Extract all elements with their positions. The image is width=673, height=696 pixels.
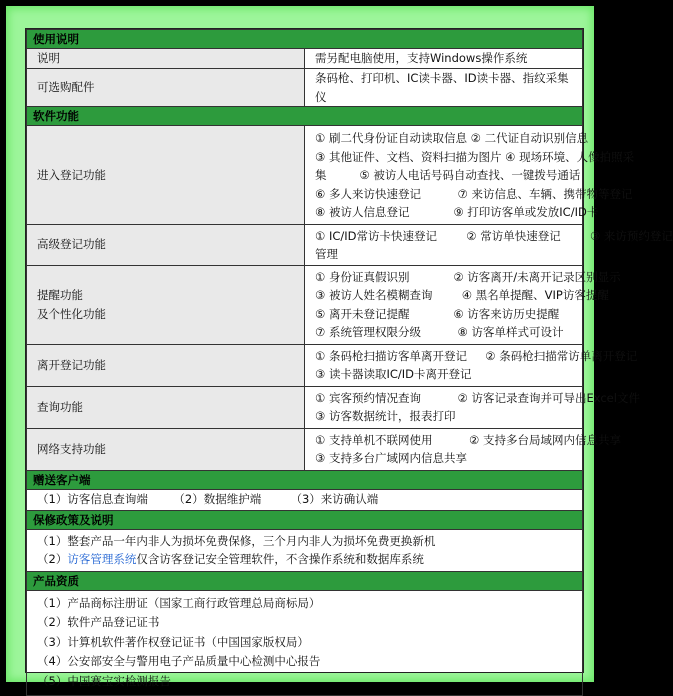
feature-row-reminder — [27, 265, 583, 344]
warranty-row — [27, 529, 583, 571]
feature-line: ① 刷二代身份证自动读取信息 ② 二代证自动识别信息 — [315, 131, 589, 145]
warranty-rest: 仅含访客登记安全管理软件，不含操作系统和数据库系统 — [136, 552, 424, 566]
clients-line: （1）访客信息查询端 （2）数据维护端 （3）来访确认端 — [27, 489, 583, 510]
section-header-software: 软件功能 — [27, 107, 583, 126]
label-line: 及个性化功能 — [37, 306, 106, 321]
row-label: 可选购配件 — [27, 69, 305, 107]
usage-row — [27, 49, 583, 69]
feature-line: ① 身份证真假识别 ② 访客离开/未离开记录区别显示 — [315, 269, 621, 284]
feature-line: ③ 被访人姓名模糊查询 ④ 黑名单提醒、VIP访客提醒 — [315, 288, 609, 302]
feature-line: ⑥ 多人来访快速登记 ⑦ 来访信息、车辆、携带物等登记 — [315, 186, 633, 201]
qualification-line: （4）公安部安全与警用电子产品质量中心检测中心报告 — [37, 654, 321, 668]
feature-line: 管理 — [315, 247, 338, 261]
feature-line: ③ 访客数据统计，报表打印 — [315, 409, 456, 423]
row-content — [305, 224, 673, 265]
feature-row-exit — [27, 344, 583, 386]
section-header-qualification: 产品资质 — [27, 571, 583, 590]
qualification-content — [27, 590, 583, 696]
feature-line: ⑦ 系统管理权限分级 ⑧ 访客单样式可设计 — [315, 325, 564, 339]
feature-line: ① 宾客预约情况查询 ② 访客记录查询并可导出Excel文件 — [315, 390, 640, 405]
green-frame — [6, 6, 673, 688]
feature-row-advanced — [27, 224, 583, 265]
row-content: 条码枪、打印机、IC读卡器、ID读卡器、指纹采集仪 — [305, 69, 583, 107]
section-header-usage: 使用说明 — [27, 30, 583, 49]
row-content: 需另配电脑使用，支持Windows操作系统 — [305, 49, 583, 69]
row-label — [27, 265, 305, 344]
qualification-line: （2）软件产品登记证书 — [37, 615, 160, 629]
feature-line: ③ 支持多台广域网内信息共享 — [315, 451, 467, 465]
feature-row-entry — [27, 126, 583, 225]
visitor-system-link[interactable]: 访客管理系统 — [67, 552, 137, 566]
feature-row-network — [27, 428, 583, 470]
row-content — [305, 265, 621, 344]
section-header-clients: 赠送客户端 — [27, 470, 583, 489]
clients-row — [27, 489, 583, 510]
feature-line: ③ 读卡器读取IC/ID卡离开登记 — [315, 367, 472, 381]
warranty-line: （1）整套产品一年内非人为损坏免费保修，三个月内非人为损坏免费更换新机 — [37, 533, 436, 548]
row-label: 进入登记功能 — [27, 126, 305, 225]
row-label: 高级登记功能 — [27, 224, 305, 265]
label-line: 提醒功能 — [37, 288, 83, 302]
feature-line: ③ 其他证件、文档、资料扫描为图片 ④ 现场环境、人像拍照采 — [315, 149, 635, 164]
feature-line: ① IC/ID常访卡快速登记 ② 常访单快速登记 ③ 来访预约登记 — [315, 228, 673, 243]
row-content — [305, 386, 640, 428]
row-content — [305, 428, 621, 470]
qualification-row — [27, 590, 583, 696]
row-label: 说明 — [27, 49, 305, 69]
warranty-content — [27, 529, 583, 571]
qualification-line: （5）中国赛宝实检测报告 — [37, 673, 171, 688]
row-label: 网络支持功能 — [27, 428, 305, 470]
usage-row — [27, 69, 583, 107]
row-content — [305, 344, 638, 386]
feature-line: 集 ⑤ 被访人电话号码自动查找、一键拨号通话 — [315, 168, 581, 182]
warranty-line — [37, 550, 576, 569]
feature-line: ① 条码枪扫描访客单离开登记 ② 条码枪扫描常访单离开登记 — [315, 348, 638, 363]
feature-line: ① 支持单机不联网使用 ② 支持多台局域网内信息共享 — [315, 432, 621, 447]
spec-table — [26, 29, 673, 696]
feature-line: ⑤ 离开未登记提醒 ⑥ 访客来访历史提醒 — [315, 306, 560, 321]
feature-line: ⑧ 被访人信息登记 ⑨ 打印访客单或发放IC/ID卡 — [315, 205, 599, 219]
qualification-line: （3）计算机软件著作权登记证书（中国国家版权局） — [37, 634, 309, 649]
spec-sheet — [25, 28, 673, 688]
section-header-warranty: 保修政策及说明 — [27, 510, 583, 529]
row-label: 离开登记功能 — [27, 344, 305, 386]
warranty-prefix: （2） — [37, 552, 68, 566]
row-label: 查询功能 — [27, 386, 305, 428]
feature-row-query — [27, 386, 583, 428]
qualification-line: （1）产品商标注册证（国家工商行政管理总局商标局） — [37, 595, 321, 610]
row-content — [305, 126, 635, 225]
